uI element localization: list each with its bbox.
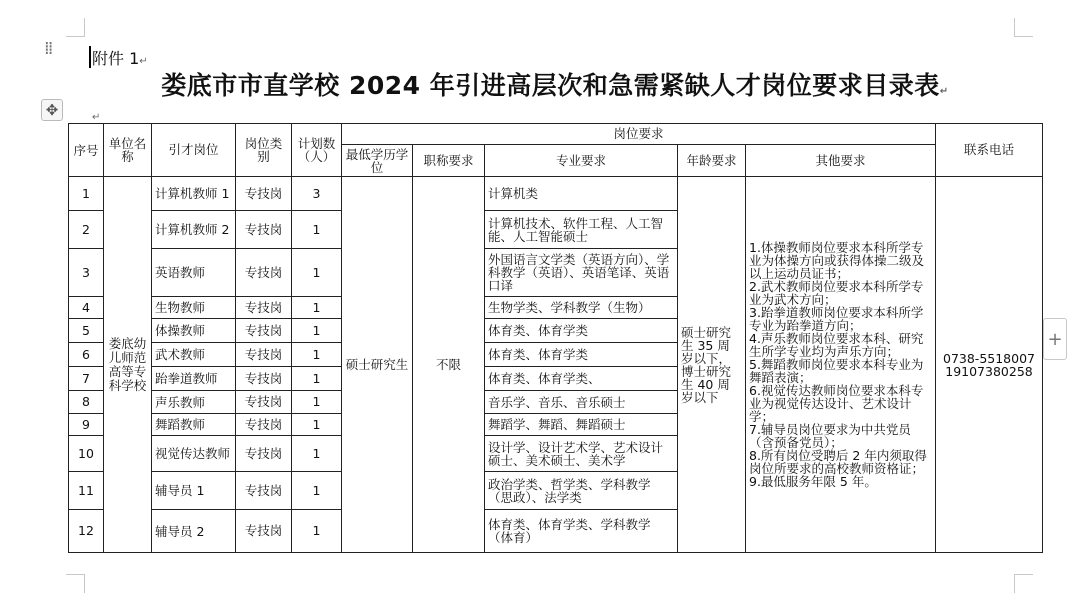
- phone-line[interactable]: 0738-5518007: [943, 350, 1035, 366]
- cell-category: 专技岗: [236, 367, 292, 391]
- cell-seq: 7: [69, 367, 104, 391]
- cell-position: 声乐教师: [152, 391, 236, 414]
- title-text: 娄底市市直学校 2024 年引进高层次和急需紧缺人才岗位要求目录表: [161, 71, 940, 100]
- header-plan: 计划数（人）: [292, 124, 342, 177]
- cell-category: 专技岗: [236, 436, 292, 472]
- cell-major: 生物学类、学科教学（生物）: [485, 297, 678, 319]
- paragraph-return-icon: ↵: [939, 86, 949, 97]
- cell-plan: 1: [292, 319, 342, 343]
- cell-position: 视觉传达教师: [152, 436, 236, 472]
- cell-plan: 1: [292, 249, 342, 297]
- header-phone: 联系电话: [936, 124, 1043, 177]
- cell-seq: 10: [69, 436, 104, 472]
- cell-category: 专技岗: [236, 414, 292, 436]
- cell-position: 辅导员 1: [152, 472, 236, 510]
- header-position: 引才岗位: [152, 124, 236, 177]
- cell-major: 政治学类、哲学类、学科教学（思政）、法学类: [485, 472, 678, 510]
- cell-position: 生物教师: [152, 297, 236, 319]
- other-req-item: 9.最低服务年限 5 年。: [749, 474, 877, 489]
- cell-plan: 1: [292, 391, 342, 414]
- header-seq: 序号: [69, 124, 104, 177]
- position-requirements-table: [68, 123, 1043, 553]
- text-cursor: [89, 46, 91, 68]
- cell-major: 体育类、体育学类、: [485, 367, 678, 391]
- cell-seq: 9: [69, 414, 104, 436]
- cell-education: 硕士研究生: [342, 177, 413, 553]
- cell-plan: 1: [292, 297, 342, 319]
- cell-position: 英语教师: [152, 249, 236, 297]
- annex-text: 附件 1: [92, 49, 140, 68]
- cell-age: 硕士研究生 35 周岁以下，博士研究生 40 周岁以下: [678, 177, 746, 553]
- page-corner-top-right: [1014, 18, 1033, 37]
- cell-category: 专技岗: [236, 177, 292, 211]
- cell-position: 计算机教师 2: [152, 211, 236, 249]
- cell-seq: 5: [69, 319, 104, 343]
- cell-other-requirements: [746, 177, 936, 553]
- cell-seq: 6: [69, 343, 104, 367]
- cell-position: 武术教师: [152, 343, 236, 367]
- cell-plan: 1: [292, 436, 342, 472]
- header-education: 最低学历学位: [342, 145, 413, 177]
- cell-seq: 4: [69, 297, 104, 319]
- plus-icon[interactable]: +: [1043, 318, 1067, 360]
- other-req-item: 8.所有岗位受聘后 2 年内须取得岗位所要求的高校教师资格证；: [749, 448, 927, 476]
- cell-unit-name: 娄底幼儿师范高等专科学校: [104, 177, 152, 553]
- cell-major: 音乐学、音乐、音乐硕士: [485, 391, 678, 414]
- other-req-item: 6.视觉传达教师岗位要求本科专业为视觉传达设计、艺术设计学；: [749, 383, 924, 424]
- cell-plan: 1: [292, 510, 342, 553]
- paragraph-return-icon: ↵: [92, 112, 101, 123]
- page-corner-bottom-left: [66, 574, 85, 593]
- cell-seq: 8: [69, 391, 104, 414]
- cell-seq: 12: [69, 510, 104, 553]
- cell-plan: 1: [292, 472, 342, 510]
- cell-position: 体操教师: [152, 319, 236, 343]
- header-other: 其他要求: [746, 145, 936, 177]
- move-cross-icon[interactable]: ✥: [41, 99, 63, 121]
- header-major: 专业要求: [485, 145, 678, 177]
- paragraph-return-icon: ↵: [139, 56, 148, 67]
- cell-category: 专技岗: [236, 297, 292, 319]
- cell-category: 专技岗: [236, 510, 292, 553]
- cell-seq: 11: [69, 472, 104, 510]
- cell-seq: 1: [69, 177, 104, 211]
- header-row-1: [69, 124, 1043, 145]
- phone-line[interactable]: 19107380258: [945, 363, 1033, 379]
- page-corner-top-left: [66, 18, 85, 37]
- other-req-item: 3.跆拳道教师岗位要求本科所学专业为跆拳道方向；: [749, 305, 924, 333]
- cell-major: 外国语言文学类（英语方向）、学科教学（英语）、英语笔译、英语口译: [485, 249, 678, 297]
- cell-position: 舞蹈教师: [152, 414, 236, 436]
- cell-position: 计算机教师 1: [152, 177, 236, 211]
- cell-plan: 1: [292, 414, 342, 436]
- cell-plan: 1: [292, 211, 342, 249]
- cell-category: 专技岗: [236, 319, 292, 343]
- cell-major: 设计学、设计艺术学、艺术设计硕士、美术硕士、美术学: [485, 436, 678, 472]
- page-title: [0, 66, 1080, 102]
- cell-phone: [936, 177, 1043, 553]
- cell-major: 计算机技术、软件工程、人工智能、人工智能硕士: [485, 211, 678, 249]
- other-req-item: 7.辅导员岗位要求为中共党员（含预备党员）；: [749, 422, 911, 450]
- header-title-req: 职称要求: [413, 145, 485, 177]
- cell-major: 体育类、体育学类: [485, 319, 678, 343]
- cell-major: 体育类、体育学类、学科教学（体育）: [485, 510, 678, 553]
- cell-title-req: 不限: [413, 177, 485, 553]
- other-req-item: 1.体操教师岗位要求本科所学专业为体操方向或获得体操二级及以上运动员证书；: [749, 240, 925, 281]
- drag-handle-icon[interactable]: ⁞⁞: [44, 38, 52, 59]
- cell-major: 计算机类: [485, 177, 678, 211]
- cell-major: 舞蹈学、舞蹈、舞蹈硕士: [485, 414, 678, 436]
- cell-plan: 1: [292, 367, 342, 391]
- header-category: 岗位类别: [236, 124, 292, 177]
- other-req-item: 5.舞蹈教师岗位要求本科专业为舞蹈表演；: [749, 357, 924, 385]
- cell-category: 专技岗: [236, 391, 292, 414]
- cell-category: 专技岗: [236, 472, 292, 510]
- table-row: [69, 177, 1043, 211]
- other-req-item: 2.武术教师岗位要求本科所学专业为武术方向；: [749, 279, 924, 307]
- header-age: 年龄要求: [678, 145, 746, 177]
- cell-seq: 3: [69, 249, 104, 297]
- cell-plan: 1: [292, 343, 342, 367]
- header-unit: 单位名称: [104, 124, 152, 177]
- cell-position: 跆拳道教师: [152, 367, 236, 391]
- other-req-item: 4.声乐教师岗位要求本科、研究生所学专业均为声乐方向；: [749, 331, 924, 359]
- cell-major: 体育类、体育学类: [485, 343, 678, 367]
- page-corner-bottom-right: [1014, 574, 1033, 593]
- cell-position: 辅导员 2: [152, 510, 236, 553]
- cell-category: 专技岗: [236, 211, 292, 249]
- cell-seq: 2: [69, 211, 104, 249]
- cell-plan: 3: [292, 177, 342, 211]
- cell-category: 专技岗: [236, 343, 292, 367]
- header-requirements-group: 岗位要求: [342, 124, 936, 145]
- cell-category: 专技岗: [236, 249, 292, 297]
